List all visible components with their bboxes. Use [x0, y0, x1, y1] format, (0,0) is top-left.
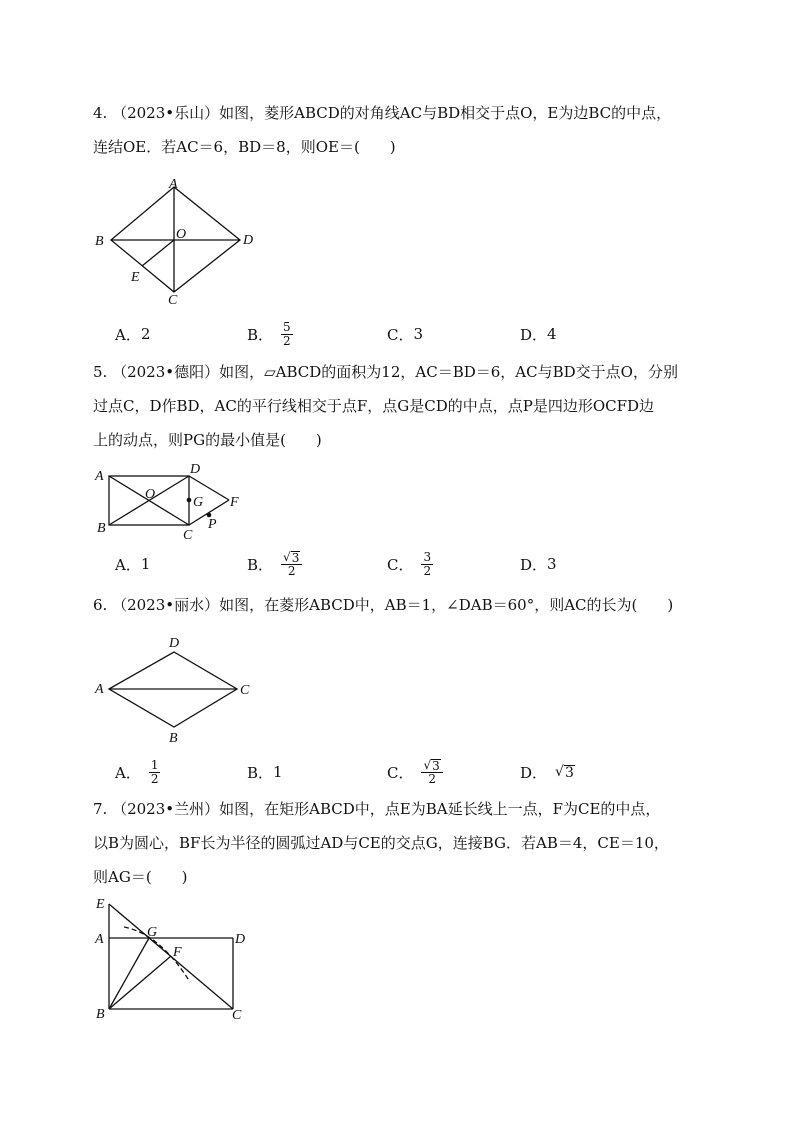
label-C: C [240, 683, 250, 698]
fraction [421, 551, 433, 578]
label-B: B [169, 731, 178, 746]
option-value: 1 [140, 555, 151, 573]
question-source: （2023•丽水） [112, 596, 220, 614]
question-7-line-1 [93, 792, 713, 826]
figure-rectangle-arc [90, 892, 260, 1027]
sqrt-symbol: √ 3 [555, 763, 574, 781]
option-value: 3 [413, 325, 424, 343]
option-letter: D． [520, 325, 548, 344]
label-C: C [183, 528, 193, 543]
option-c[interactable] [387, 546, 433, 582]
question-text: 如图，在菱形ABCD中，AB＝1，∠DAB＝60°，则AC的长为( ) [219, 596, 674, 614]
label-G: G [193, 495, 204, 510]
option-a[interactable] [115, 754, 160, 790]
question-number: 6. [93, 596, 108, 614]
question-6 [93, 588, 713, 622]
label-F: F [230, 495, 239, 510]
label-B: B [96, 1007, 105, 1022]
option-a[interactable] [115, 316, 150, 352]
fraction [149, 759, 161, 786]
sqrt-argument: 3 [432, 758, 440, 773]
option-b[interactable] [247, 546, 302, 582]
sqrt-symbol: √ 3 [283, 549, 300, 565]
figure-rhombus-abcd-oe [90, 172, 270, 312]
fraction [421, 759, 442, 786]
question-source: （2023•乐山） [112, 104, 220, 122]
option-value: 3 [547, 555, 557, 573]
option-d[interactable] [520, 316, 557, 352]
question-5-options [115, 546, 715, 582]
label-C: C [168, 293, 178, 308]
label-E: E [96, 897, 105, 912]
label-C: C [232, 1008, 242, 1023]
option-d[interactable] [520, 546, 557, 582]
question-7-line-2: 以B为圆心，BF长为半径的圆弧过AD与CE的交点G，连接BG．若AB＝4，CE＝10， [93, 834, 669, 852]
question-7-line-3: 则AG＝( ) [93, 868, 188, 886]
label-D: D [243, 233, 254, 248]
label-P: P [208, 517, 217, 532]
label-B: B [95, 234, 104, 249]
option-letter: A． [115, 763, 141, 782]
fraction-numerator [281, 551, 302, 565]
label-G: G [147, 925, 158, 940]
fraction-numerator: 5 [283, 319, 291, 334]
label-O: O [145, 487, 156, 502]
question-4 [93, 96, 713, 164]
question-7 [93, 792, 713, 894]
fraction-numerator: 1 [150, 757, 159, 772]
option-letter: B． [247, 555, 274, 574]
question-4-options [115, 316, 715, 352]
label-D: D [190, 462, 201, 477]
fraction-numerator [421, 759, 442, 773]
question-number: 7. [93, 800, 108, 818]
fraction-numerator: 3 [423, 549, 432, 564]
option-value: 2 [140, 325, 151, 343]
option-c[interactable] [387, 316, 423, 352]
option-value: 1 [273, 763, 283, 781]
label-A: A [95, 469, 104, 484]
option-d[interactable] [520, 754, 575, 790]
figure-rhombus-abcd [90, 632, 260, 747]
label-D: D [235, 932, 246, 947]
fraction-denominator: 2 [423, 563, 432, 578]
question-6-options [115, 754, 715, 790]
fraction-denominator: 2 [287, 563, 296, 578]
question-text: 如图，▱ABCD的面积为12，AC＝BD＝6，AC与BD交于点O，分别 [219, 363, 678, 381]
question-source: （2023•兰州） [112, 800, 220, 818]
option-c[interactable] [387, 754, 443, 790]
option-a[interactable] [115, 546, 150, 582]
question-source: （2023•德阳） [112, 363, 220, 381]
fraction [281, 551, 302, 578]
label-O: O [176, 227, 187, 242]
option-letter: C． [387, 555, 414, 574]
option-letter: D． [520, 763, 548, 782]
figure-parallelogram-ocfd [90, 460, 260, 545]
fraction [281, 321, 293, 348]
option-letter: C． [387, 763, 414, 782]
label-E: E [131, 270, 140, 285]
sqrt-symbol: √ 3 [423, 757, 440, 773]
fraction-denominator: 2 [283, 333, 291, 348]
question-6-line-1 [93, 588, 713, 622]
sqrt-argument: 3 [564, 764, 574, 781]
option-letter: B． [247, 325, 274, 344]
label-D: D [169, 636, 180, 651]
fraction-denominator: 2 [150, 771, 159, 786]
option-b[interactable] [247, 316, 293, 352]
label-F: F [173, 945, 182, 960]
question-5-line-2: 过点C，D作BD，AC的平行线相交于点F，点G是CD的中点，点P是四边形OCFD边 [93, 397, 655, 415]
question-4-line-1 [93, 96, 713, 130]
label-A: A [95, 682, 104, 697]
fraction-denominator: 2 [428, 771, 436, 786]
label-A: A [169, 177, 178, 192]
option-value: 4 [547, 325, 557, 343]
question-number: 5. [93, 363, 108, 381]
question-text: 如图，菱形ABCD的对角线AC与BD相交于点O，E为边BC的中点， [219, 104, 672, 122]
option-letter: C． [387, 325, 414, 344]
label-B: B [97, 521, 106, 536]
option-letter: D． [520, 555, 548, 574]
question-5 [93, 355, 713, 457]
question-text: 如图，在矩形ABCD中，点E为BA延长线上一点，F为CE的中点， [219, 800, 661, 818]
option-letter: A． [115, 555, 141, 574]
question-5-line-1 [93, 355, 713, 389]
question-number: 4. [93, 104, 108, 122]
option-b[interactable] [247, 754, 283, 790]
option-letter: A． [115, 325, 141, 344]
label-A: A [95, 932, 104, 947]
question-5-line-3: 上的动点，则PG的最小值是( ) [93, 431, 322, 449]
option-letter: B． [247, 763, 274, 782]
question-4-line-2: 连结OE．若AC＝6，BD＝8，则OE＝( ) [93, 138, 396, 156]
sqrt-argument: 3 [291, 550, 300, 565]
